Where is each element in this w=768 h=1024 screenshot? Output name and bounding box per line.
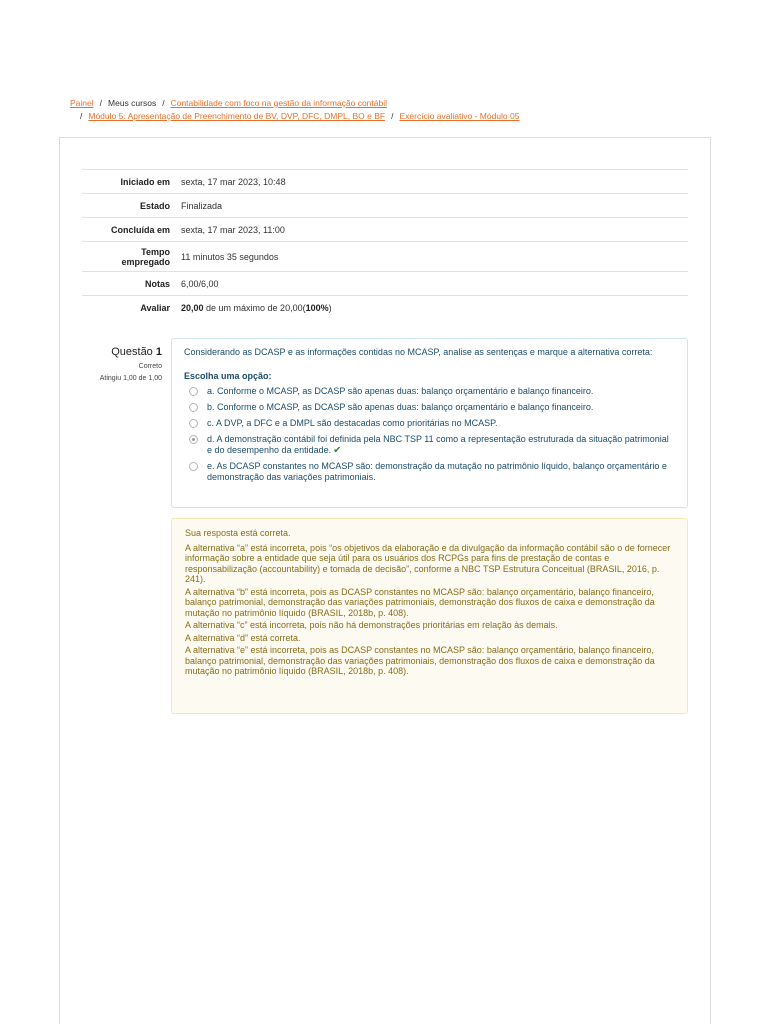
question-info [70, 346, 162, 382]
summary-row-avaliar [82, 296, 688, 320]
breadcrumb [70, 97, 710, 123]
feedback-line: A alternativa “e” está incorreta, pois as DCASP constantes no MCASP são: balanço orçamentário, balanço financeiro, balanço patrimonial, demonstração das variações patrimoniais, demonstração dos fluxos de caixa e demonstração da mutação no patrimônio líquido (BRASIL, 2018b, p. 408). [185, 645, 655, 676]
summary-row-estado [82, 194, 688, 218]
summary-value: Finalizada [181, 200, 223, 211]
breadcrumb-exercise-link[interactable]: Exercício avaliativo - Módulo 05 [399, 111, 520, 121]
summary-value: 6,00/6,00 [181, 278, 219, 289]
radio-button[interactable] [189, 435, 198, 444]
feedback-line: A alternativa “d” está correta. [185, 632, 301, 643]
answer-option-label: Conforme o MCASP, as DCASP são apenas duas: balanço orçamentário e balanço financeiro. [217, 402, 594, 412]
answer-option-label: A demonstração contábil foi definida pela NBC TSP 11 como a representação estruturada da situação patrimonial e do desempenho da entidade. [207, 434, 669, 455]
score-percent: 100% [305, 303, 329, 313]
answer-option-label: A DVP, a DFC e a DMPL são destacadas como prioritárias no MCASP. [216, 418, 498, 428]
breadcrumb-meus-cursos: Meus cursos [108, 98, 157, 108]
score-text: de um máximo de 20,00( [203, 303, 306, 313]
answer-option-text [207, 434, 675, 456]
radio-button[interactable] [189, 387, 198, 396]
question-grade: Atingiu 1,00 de 1,00 [99, 375, 162, 382]
summary-value: sexta, 17 mar 2023, 11:00 [181, 224, 285, 235]
answer-option-text [207, 402, 593, 413]
answer-option[interactable] [184, 402, 675, 413]
answer-prompt: Escolha uma opção: [184, 371, 272, 381]
answer-option-letter: d. [207, 434, 217, 444]
score-text-end: ) [328, 303, 332, 313]
summary-label: Estado [139, 200, 170, 211]
breadcrumb-separator: / [80, 111, 83, 121]
answer-option-text [207, 386, 593, 397]
question-label: Questão [111, 346, 153, 358]
breadcrumb-painel-link[interactable]: Painel [70, 98, 94, 108]
answer-option-label: Conforme o MCASP, as DCASP são apenas duas: balanço orçamentário e balanço financeiro. [217, 386, 594, 396]
feedback-result: Sua resposta está correta. [185, 528, 291, 538]
summary-label [82, 247, 170, 267]
summary-value [170, 303, 332, 313]
correct-check-icon: ✔ [333, 445, 342, 456]
answer-option-letter: c. [207, 418, 217, 428]
answer-option-letter: e. [207, 461, 217, 471]
feedback-box [171, 518, 688, 714]
answer-option[interactable] [184, 386, 675, 397]
question-number-value: 1 [155, 346, 162, 358]
summary-label: Iniciado em [120, 176, 170, 187]
feedback-line: A alternativa “b” está incorreta, pois as DCASP constantes no MCASP são: balanço orçamentário, balanço financeiro, balanço patrimonial, demonstração das variações patrimoniais, demonstração dos fluxos de caixa e demonstração da mutação no patrimônio líquido (BRASIL, 2018b, p. 408). [185, 586, 655, 618]
answer-option-letter: b. [207, 402, 218, 412]
feedback-line: A alternativa “a” está incorreta, pois “os objetivos da elaboração e da divulgação da informação contábil são o de fornecer informação sobre a entidade que seja útil para os usuários dos RCPGs para fins de prestação de contas e responsabilização (accountability) e tomada de decisão”, conforme a NBC TSP Estrutura Conceitual (BRASIL, 2016, p. 241). [185, 542, 671, 584]
breadcrumb-course-link[interactable]: Contabilidade com foco na gestão da informação contábil [170, 98, 387, 108]
answer-option-label: As DCASP constantes no MCASP são: demonstração da mutação no patrimônio líquido, balanço orçamentário e demonstração das variações patrimoniais. [207, 461, 667, 482]
question-number [70, 346, 162, 358]
answer-option[interactable] [184, 434, 675, 456]
summary-row-notas [82, 272, 688, 296]
breadcrumb-separator: / [99, 98, 103, 108]
summary-row-iniciado [82, 170, 688, 194]
question-content [171, 338, 688, 508]
feedback-line: A alternativa “c” está incorreta, pois não há demonstrações prioritárias em relação às demais. [185, 620, 558, 630]
score-value: 20,00 [181, 303, 204, 313]
summary-label: Notas [144, 278, 170, 289]
radio-button[interactable] [189, 403, 198, 412]
radio-button[interactable] [189, 462, 198, 471]
summary-row-concluida [82, 218, 688, 242]
feedback-lines [185, 543, 674, 677]
answer-option[interactable] [184, 461, 675, 483]
summary-value: 11 minutos 35 segundos [181, 251, 279, 262]
breadcrumb-separator: / [391, 111, 394, 121]
answer-option-letter: a. [207, 386, 218, 396]
radio-button[interactable] [189, 419, 198, 428]
answer-option[interactable] [184, 418, 675, 429]
summary-label: Avaliar [140, 303, 170, 313]
summary-label-part: Tempo [141, 246, 170, 257]
summary-label-part: empregado [121, 256, 170, 267]
summary-row-tempo [82, 242, 688, 272]
breadcrumb-separator: / [162, 98, 165, 108]
answer-option-text [207, 418, 497, 429]
summary-label: Concluída em [110, 224, 170, 235]
attempt-summary-table [82, 169, 688, 320]
breadcrumb-module-link[interactable]: Módulo 5: Apresentação de Preenchimento de BV, DVP, DFC, DMPL, BO e BF [88, 111, 386, 121]
question-text: Considerando as DCASP e as informações contidas no MCASP, analise as sentenças e marque a alternativa correta: [184, 347, 653, 357]
question-state: Correto [138, 363, 162, 370]
summary-value: sexta, 17 mar 2023, 10:48 [181, 176, 286, 187]
answer-options [184, 386, 675, 483]
answer-option-text [207, 461, 675, 483]
